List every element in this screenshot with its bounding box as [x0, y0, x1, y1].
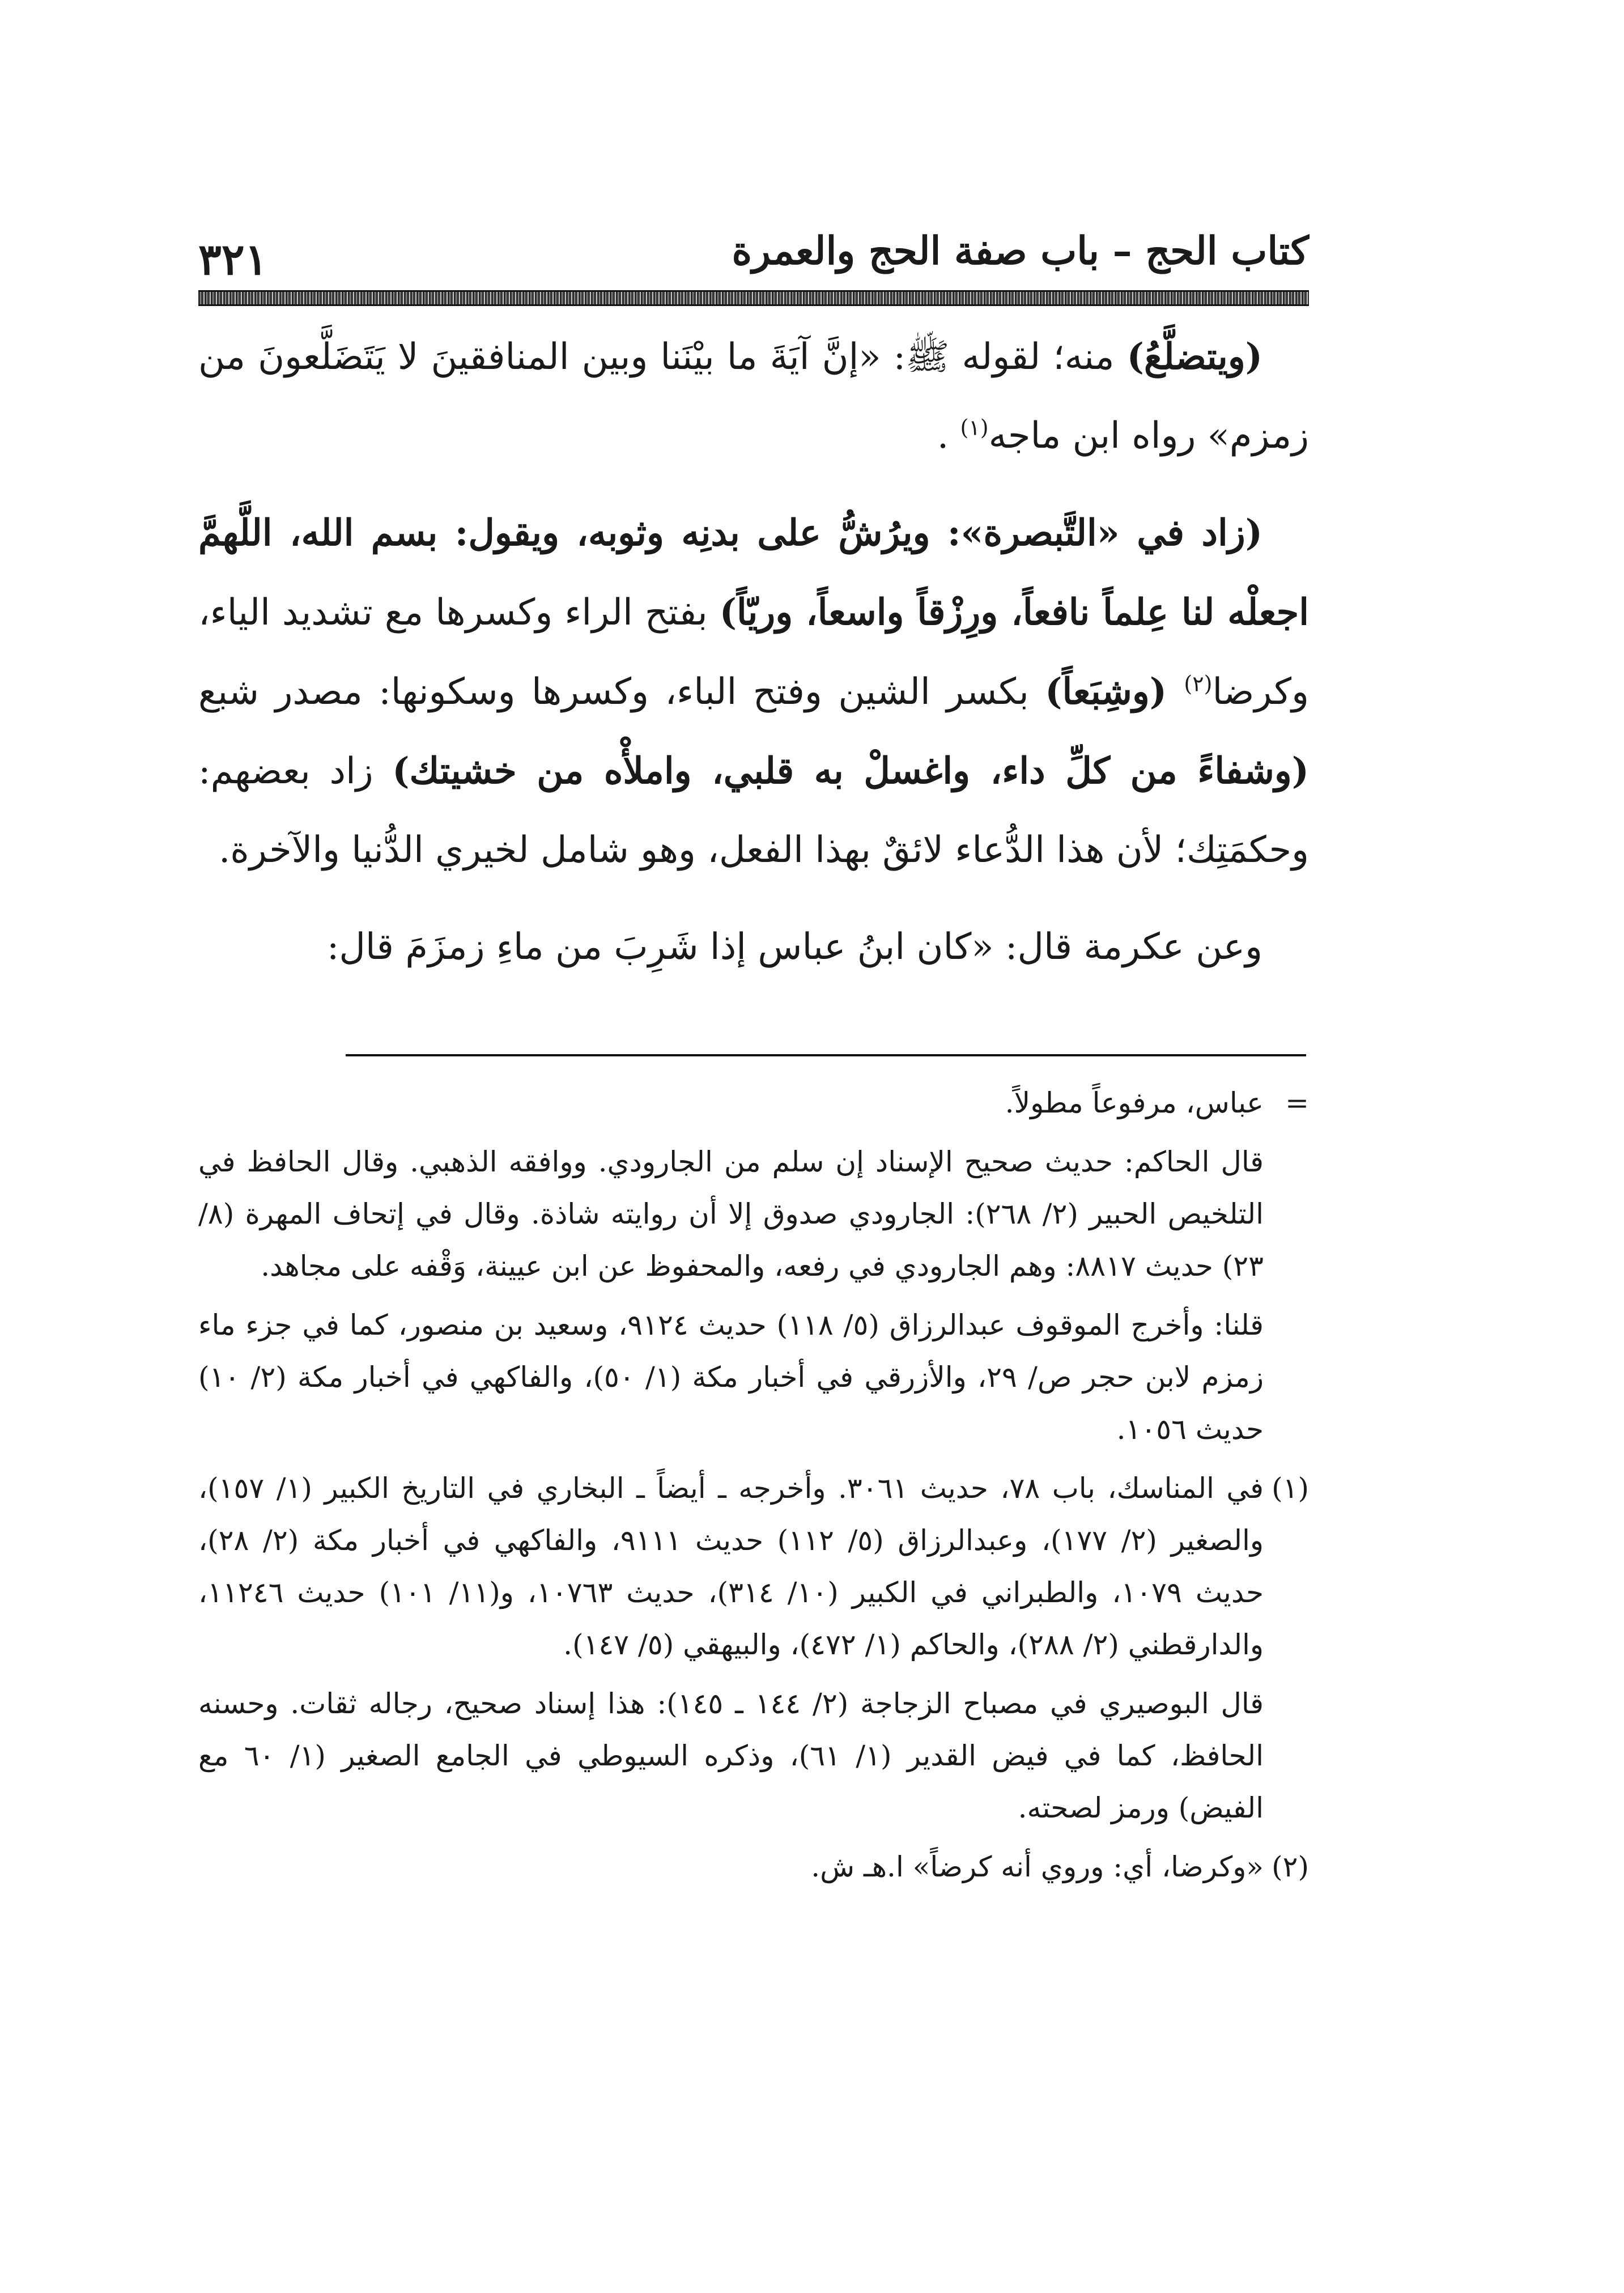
body-text-span: بكسر الشين وفتح الباء، وكسرها وسكونها: مصدر شبع — [198, 671, 1045, 713]
body-text-span: زاد بعضهم: وحكمَتِك؛ لأن هذا الدُّعاء لائقٌ بهذا الفعل، وهو شامل لخيري الدُّنيا والآخرة. — [198, 750, 1309, 871]
body-paragraph-2 — [198, 494, 1309, 890]
footnote-content — [198, 1462, 1264, 1834]
bold-quote: (وشفاءً من كلِّ داء، واغسلْ به قلبي، واملأْه من خشيتك) — [392, 750, 1310, 792]
body-text-span: بفتح الراء وكسرها مع تشديد الياء، وكرضا — [198, 592, 1310, 713]
footnote-paragraph: قال البوصيري في مصباح الزجاجة (٢/ ١٤٤ ـ ١٤٥): هذا إسناد صحيح، رجاله ثقات. وحسنه الحافظ، كما في فيض القدير (١/ ٦١)، وذكره السيوطي في الجامع الصغير (١/ ٦٠ مع الفيض) ورمز لصحته. — [198, 1687, 1264, 1824]
footnote-continuation — [198, 1077, 1309, 1455]
footnote-ref-1[interactable]: (١) — [960, 415, 989, 440]
footnote-paragraph: في المناسك، باب ٧٨، حديث ٣٠٦١. وأخرجه ـ أيضاً ـ البخاري في التاريخ الكبير (١/ ١٥٧)، والصغير (٢/ ١٧٧)، وعبدالرزاق (٥/ ١١٢) حديث ٩١١١، والفاكهي في أخبار مكة (٢/ ٢٨)، حديث ١٠٧٩، والطبراني في الكبير (١٠/ ٣١٤)، حديث ١٠٧٦٣، و(١١/ ١٠١) حديث ١١٢٤٦، والدارقطني (٢/ ٢٨٨)، والحاكم (١/ ٤٧٢)، والبيهقي (٥/ ١٤٧). — [198, 1472, 1264, 1661]
footnote-1 — [198, 1462, 1309, 1834]
footnote-paragraph: قلنا: وأخرج الموقوف عبدالرزاق (٥/ ١١٨) حديث ٩١٢٤، وسعيد بن منصور، كما في جزء ماء زمزم لابن حجر ص/ ٢٩، والأزرقي في أخبار مكة (١/ ٥٠)، والفاكهي في أخبار مكة (٢/ ١٠) حديث ١٠٥٦. — [198, 1309, 1264, 1446]
footnote-paragraph: «وكرضا، أي: وروي أنه كرضاً» ا.هـ ش. — [811, 1850, 1264, 1883]
main-text — [198, 317, 1309, 987]
footnote-divider — [346, 1054, 1306, 1056]
body-paragraph-3: وعن عكرمة قال: «كان ابنُ عباس إذا شَرِبَ من ماءِ زمزَمَ قال: — [326, 926, 1262, 968]
footnote-paragraph: قال الحاكم: حديث صحيح الإسناد إن سلم من الجارودي. ووافقه الذهبي. وقال الحافظ في التلخيص الحبير (٢/ ٢٦٨): الجارودي صدوق إلا أن روايته شاذة. وقال في إتحاف المهرة (٨/ ٢٣) حديث ٨٨١٧: وهم الجارودي في رفعه، والمحفوظ عن ابن عيينة، وَقْفه على مجاهد. — [198, 1145, 1264, 1283]
footnote-ref-2[interactable]: (٢) — [1184, 671, 1213, 697]
footnotes — [198, 1077, 1309, 1893]
page-number: ٣٢١ — [198, 234, 268, 284]
footnote-2 — [198, 1841, 1309, 1893]
footnote-marker: = — [1285, 1086, 1309, 1119]
body-text-span: . — [937, 415, 960, 457]
page-header — [198, 224, 1309, 292]
body-text-span: منه؛ لقوله ﷺ: «إنَّ آيَةَ ما بيْنَنا وبين المنافقينَ لا يَتَضَلَّعونَ من زمزم» رواه ابن ماجه — [198, 336, 1309, 457]
bold-term: (وشِبَعاً) — [1045, 670, 1184, 713]
footnote-content — [198, 1077, 1264, 1455]
footnote-marker: (١) — [1272, 1472, 1309, 1505]
bold-quote: (زاد في «التَّبصرة»: ويرُشُّ على بدنِه وثوبه، ويقول: بسم الله، اللَّهمَّ اجعلْه لنا عِلماً نافعاً، ورِزْقاً واسعاً، وريّاً) — [198, 512, 1309, 634]
footnote-paragraph: عباس، مرفوعاً مطولاً. — [1005, 1086, 1264, 1119]
footnote-marker: (٢) — [1272, 1850, 1309, 1883]
footnote-content — [198, 1841, 1264, 1893]
running-title: كتاب الحج – باب صفة الحج والعمرة — [732, 228, 1309, 274]
bold-term: (ويتضلَّعُ) — [1126, 336, 1263, 378]
body-paragraph-1 — [198, 317, 1309, 475]
header-divider — [198, 290, 1309, 306]
